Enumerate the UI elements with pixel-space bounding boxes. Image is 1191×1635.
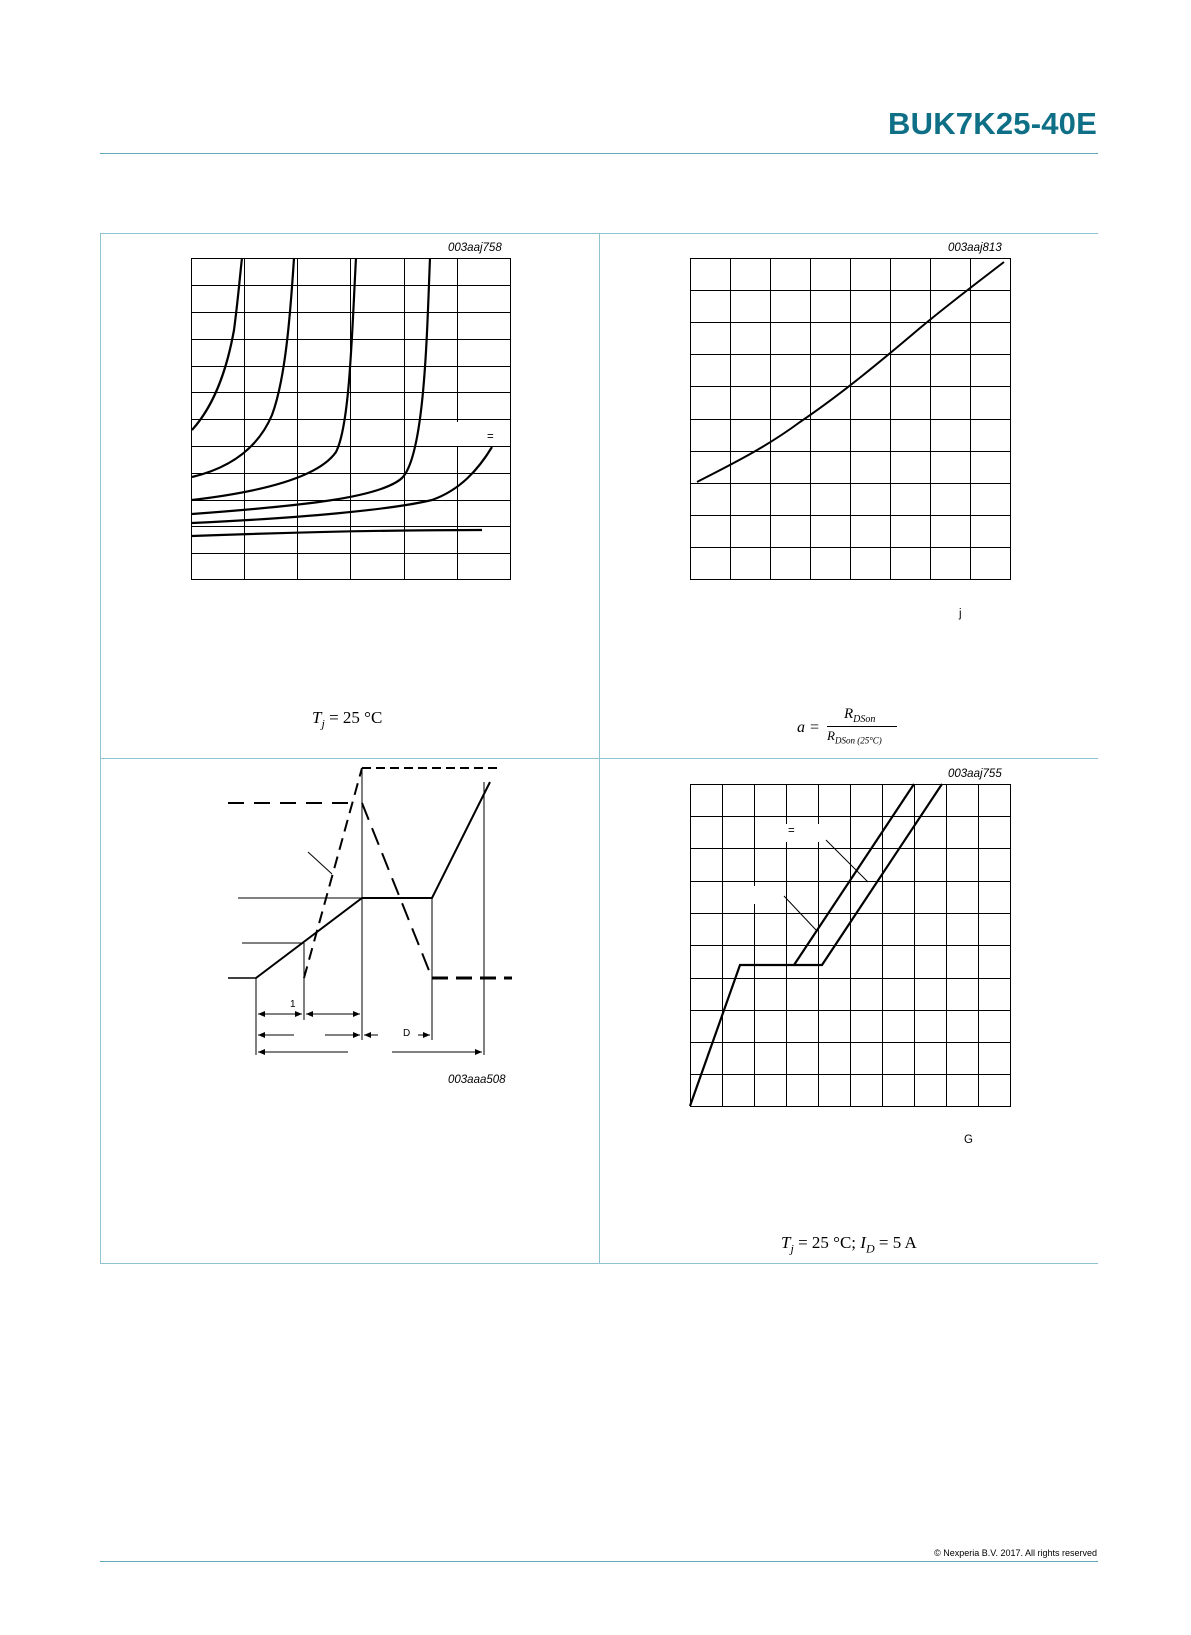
figure-id: 003aaj758 [448, 242, 502, 254]
condition-subscript-1: j [790, 1241, 794, 1256]
copyright-notice: © Nexperia B.V. 2017. All rights reserved [934, 1548, 1097, 1558]
figure-id: 003aaj755 [948, 768, 1002, 780]
condition-value-2: = 5 A [878, 1233, 917, 1252]
numerator-symbol: R [844, 706, 854, 722]
condition-formula [781, 1233, 917, 1256]
curve-label: = [487, 431, 494, 443]
figure-id: 003aaj813 [948, 242, 1002, 254]
condition-subscript: j [321, 716, 325, 731]
denominator-subscript: DSon (25°C) [834, 735, 882, 746]
curve-label: = [788, 825, 795, 837]
condition-symbol: T [312, 708, 322, 727]
figure-id: 003aaa508 [448, 1074, 506, 1086]
footer-rule [100, 1561, 1098, 1562]
condition-value: = 25 °C [329, 708, 383, 727]
condition-value-1: = 25 °C; [798, 1233, 857, 1252]
plot-grid [690, 784, 1011, 1107]
axis-fragment: G [964, 1134, 973, 1146]
interval-label-1: 1 [290, 999, 296, 1010]
condition-subscript-2: D [865, 1241, 875, 1256]
denominator-symbol: R [827, 728, 835, 743]
label-mask [746, 886, 784, 904]
axis-fragment: j [959, 608, 962, 620]
interval-label-d: D [403, 1028, 411, 1039]
label-mask [770, 824, 830, 842]
formula-lhs: a = [797, 719, 820, 736]
page-title: BUK7K25-40E [888, 106, 1097, 141]
numerator-subscript: DSon [853, 714, 876, 725]
condition-symbol-2: I [860, 1233, 866, 1252]
condition-symbol-1: T [781, 1233, 791, 1252]
